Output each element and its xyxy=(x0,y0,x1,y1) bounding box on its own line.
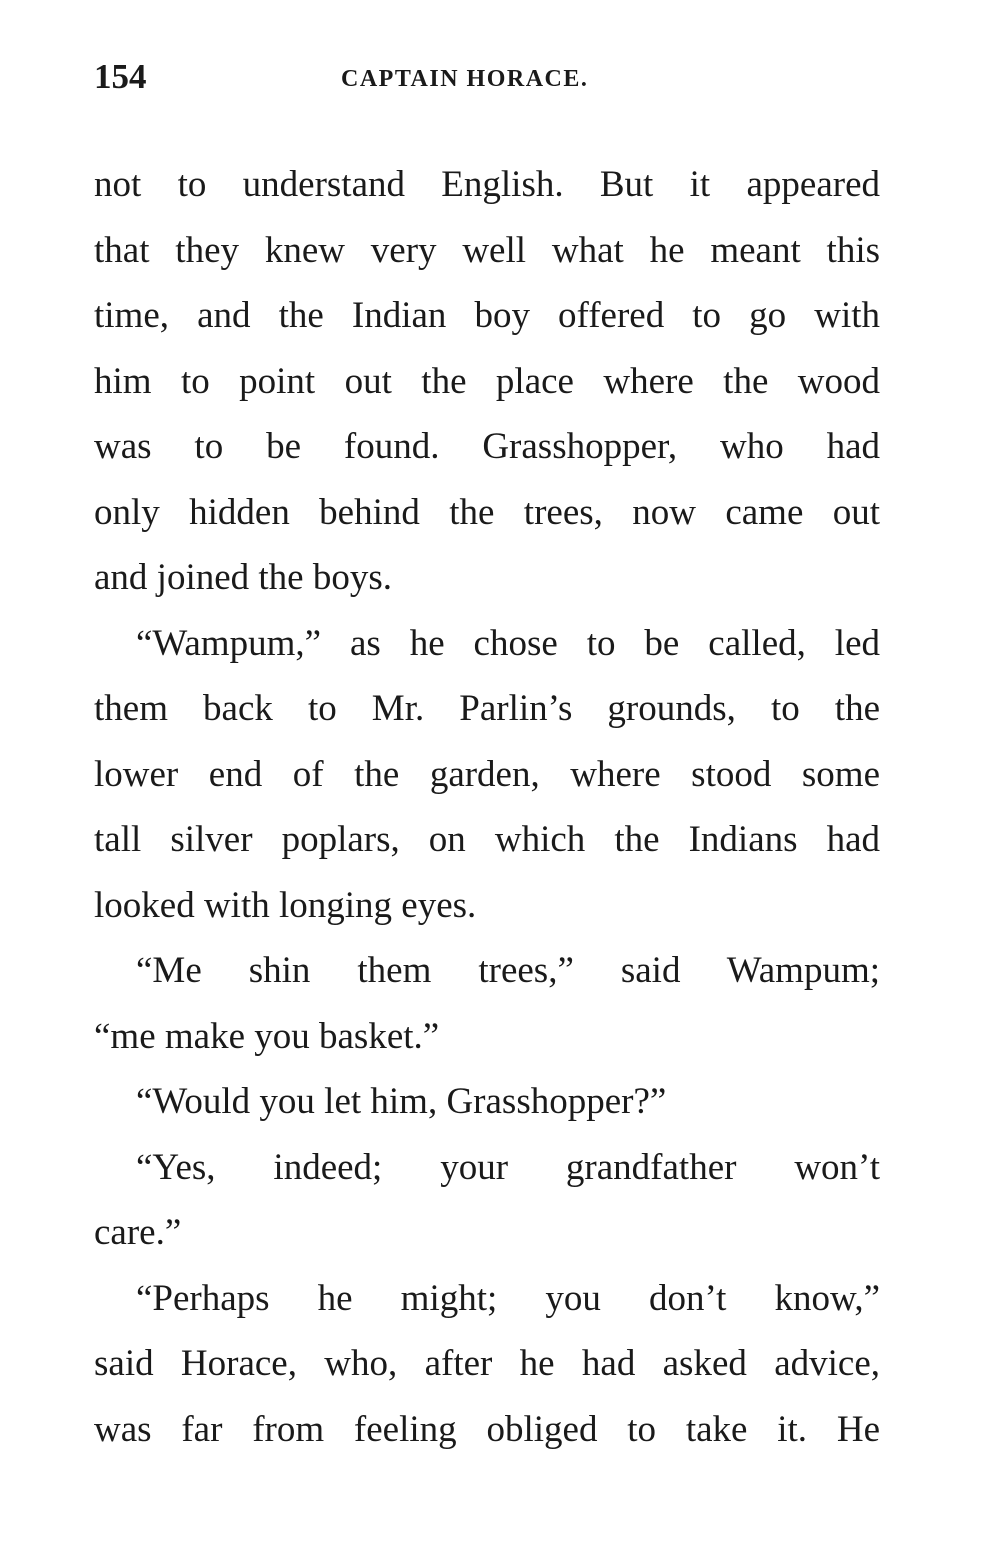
text-line: time, and the Indian boy offered to go with xyxy=(94,295,880,336)
text-line: “Perhaps he might; you don’t know,” xyxy=(136,1277,880,1319)
text-line: “Wampum,” as he chose to be called, led xyxy=(136,622,880,664)
text-line: him to point out the place where the wood xyxy=(94,360,880,402)
text-line: them back to Mr. Parlin’s grounds, to the xyxy=(94,688,880,729)
text-line: “Me shin them trees,” said Wampum; xyxy=(136,950,880,991)
text-line: that they knew very well what he meant this xyxy=(94,229,880,271)
text-line: tall silver poplars, on which the Indians had xyxy=(94,819,880,860)
text-line: lower end of the garden, where stood some xyxy=(94,753,880,795)
text-line: not to understand English. But it appeared xyxy=(94,164,880,205)
running-title: CAPTAIN HORACE. xyxy=(341,66,589,92)
body-text xyxy=(94,152,880,1462)
text-line: care.” xyxy=(94,1212,182,1253)
page-number: 154 xyxy=(94,57,147,96)
text-line: said Horace, who, after he had asked advice, xyxy=(94,1343,880,1384)
text-line: “Yes, indeed; your grandfather won’t xyxy=(136,1146,880,1188)
text-line: only hidden behind the trees, now came out xyxy=(94,491,880,533)
text-line: was to be found. Grasshopper, who had xyxy=(94,426,880,467)
text-line: was far from feeling obliged to take it. He xyxy=(94,1408,880,1450)
text-line: “me make you basket.” xyxy=(94,1015,440,1057)
text-line: looked with longing eyes. xyxy=(94,884,477,926)
text-line: “Would you let him, Grasshopper?” xyxy=(136,1081,667,1122)
text-line: and joined the boys. xyxy=(94,557,393,598)
running-head xyxy=(94,52,880,102)
